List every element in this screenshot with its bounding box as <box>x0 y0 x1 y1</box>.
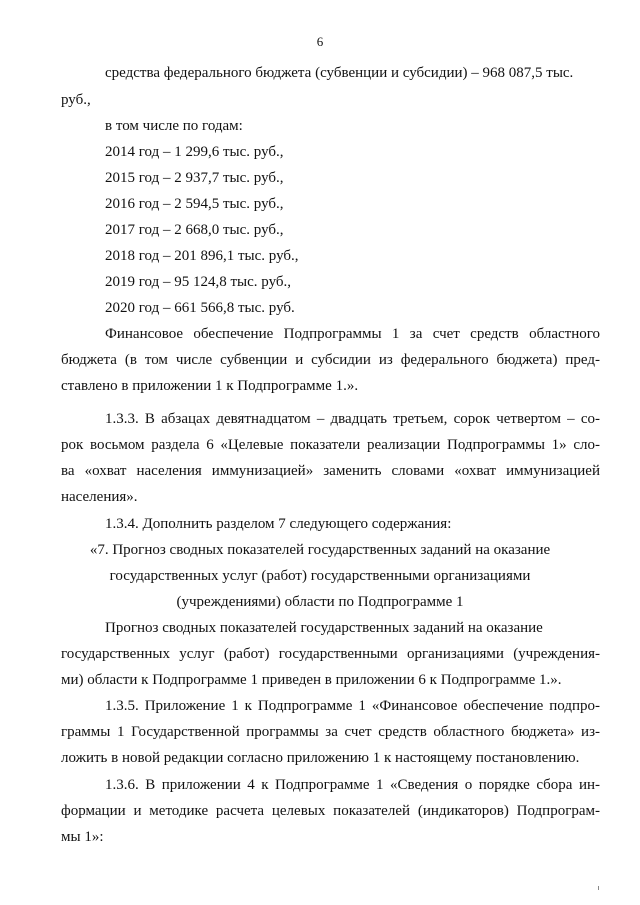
text-line: мы 1»: <box>61 829 104 845</box>
text-line: Финансовое обеспечение Подпрограммы 1 за счет средств областного <box>105 326 600 342</box>
text-line: ставлено в приложении 1 к Подпрограмме 1.». <box>61 378 359 394</box>
text-line: 1.3.6. В приложении 4 к Подпрограмме 1 «Сведения о порядке сбора ин- <box>105 777 600 793</box>
year-line-2016: 2016 год – 2 594,5 тыс. руб., <box>105 196 284 212</box>
text-line: формации и методике расчета целевых показателей (индикаторов) Подпрограм- <box>61 803 600 819</box>
text-line: государственных услуг (работ) государственными организациями (учреждения- <box>61 646 600 662</box>
page-number: 6 <box>316 34 324 49</box>
year-line-2014: 2014 год – 1 299,6 тыс. руб., <box>105 144 284 160</box>
section-heading-line: государственных услуг (работ) государственными организациями <box>109 568 531 584</box>
text-line: 1.3.4. Дополнить разделом 7 следующего содержания: <box>105 516 452 532</box>
section-heading-line: «7. Прогноз сводных показателей государственных заданий на оказание <box>89 542 551 558</box>
text-line: Прогноз сводных показателей государственных заданий на оказание <box>105 620 543 636</box>
year-line-2020: 2020 год – 661 566,8 тыс. руб. <box>105 300 295 316</box>
year-line-2015: 2015 год – 2 937,7 тыс. руб., <box>105 170 284 186</box>
scan-mark <box>598 886 599 890</box>
text-line: 1.3.3. В абзацах девятнадцатом – двадцать третьем, сорок четвертом – со- <box>105 411 600 427</box>
year-line-2019: 2019 год – 95 124,8 тыс. руб., <box>105 274 292 290</box>
text-line: 1.3.5. Приложение 1 к Подпрограмме 1 «Финансовое обеспечение подпро- <box>105 698 600 714</box>
text-line: рок восьмом раздела 6 «Целевые показатели реализации Подпрограммы 1» сло- <box>61 437 600 453</box>
text-line: ложить в новой редакции согласно приложению 1 к настоящему постановлению. <box>61 750 580 766</box>
text-line: ми) области к Подпрограмме 1 приведен в приложении 6 к Подпрограмме 1.». <box>61 672 562 688</box>
text-line: руб., <box>61 92 91 108</box>
text-line: ва «охват населения иммунизацией» заменить словами «охват иммунизацией <box>61 463 600 479</box>
text-line: в том числе по годам: <box>105 118 243 134</box>
text-line: бюджета (в том числе субвенции и субсидии из федерального бюджета) пред- <box>61 352 600 368</box>
text-line: населения». <box>61 489 138 505</box>
section-heading-line: (учреждениями) области по Подпрограмме 1 <box>176 594 464 610</box>
year-line-2018: 2018 год – 201 896,1 тыс. руб., <box>105 248 299 264</box>
text-line: средства федерального бюджета (субвенции и субсидии) – 968 087,5 тыс. <box>105 65 574 81</box>
year-line-2017: 2017 год – 2 668,0 тыс. руб., <box>105 222 284 238</box>
text-line: граммы 1 Государственной программы за счет средств областного бюджета» из- <box>61 724 600 740</box>
